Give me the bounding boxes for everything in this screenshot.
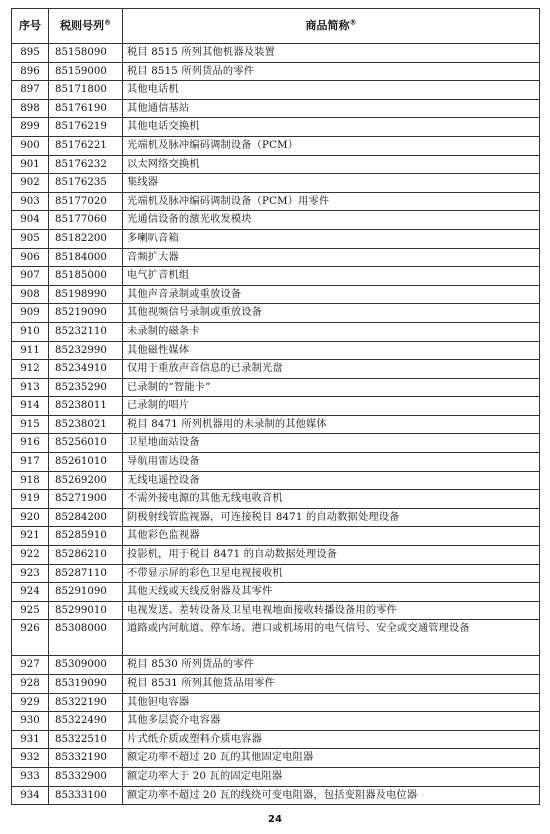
row-name: 多喇叭音箱: [123, 229, 540, 248]
row-seq: 906: [12, 248, 49, 267]
row-name: 其他天线或天线反射器及其零件: [123, 583, 540, 602]
table-row: [12, 453, 540, 472]
row-code: 85261010: [49, 453, 123, 472]
row-name: 额定功率不超过 20 瓦的其他固定电阻器: [123, 749, 540, 768]
table-row: [12, 546, 540, 565]
row-seq: 922: [12, 546, 49, 565]
col-header-code: 税则号列®: [49, 9, 123, 44]
row-name: 投影机，用于税目 8471 的自动数据处理设备: [123, 546, 540, 565]
row-name: 光端机及脉冲编码调制设备（PCM）用零件: [123, 192, 540, 211]
row-seq: 925: [12, 601, 49, 620]
row-code: 85176221: [49, 136, 123, 155]
row-code: 85332900: [49, 767, 123, 786]
row-seq: 895: [12, 44, 49, 63]
row-name: 其他声音录制或重放设备: [123, 285, 540, 304]
row-name: 其他多层瓷介电容器: [123, 712, 540, 731]
row-seq: 908: [12, 285, 49, 304]
row-name: 其他电话机: [123, 81, 540, 100]
table-row: [12, 81, 540, 100]
row-name: 音频扩大器: [123, 248, 540, 267]
row-name: 其他电话交换机: [123, 118, 540, 137]
row-seq: 911: [12, 341, 49, 360]
row-name: 电气扩音机组: [123, 267, 540, 286]
row-seq: 928: [12, 675, 49, 694]
table-row: [12, 693, 540, 712]
row-code: 85284200: [49, 508, 123, 527]
row-seq: 920: [12, 508, 49, 527]
table-row: [12, 229, 540, 248]
table-row: [12, 248, 540, 267]
col-header-seq: 序号: [12, 9, 49, 44]
row-code: 85184000: [49, 248, 123, 267]
row-code: 85285910: [49, 527, 123, 546]
table-row: [12, 415, 540, 434]
row-seq: 921: [12, 527, 49, 546]
row-seq: 913: [12, 378, 49, 397]
page-number: 24: [268, 814, 282, 825]
table-row: [12, 749, 540, 768]
row-code: 85256010: [49, 434, 123, 453]
table-row: [12, 490, 540, 509]
table-row: [12, 508, 540, 527]
row-code: 85171800: [49, 81, 123, 100]
row-seq: 930: [12, 712, 49, 731]
row-seq: 903: [12, 192, 49, 211]
footnote-mark: ®: [104, 18, 111, 27]
row-seq: 924: [12, 583, 49, 602]
row-name: 其他通信基站: [123, 99, 540, 118]
row-seq: 933: [12, 767, 49, 786]
row-code: 85322510: [49, 730, 123, 749]
table-row: [12, 285, 540, 304]
row-code: 85176190: [49, 99, 123, 118]
table-row: [12, 620, 540, 656]
row-code: 85238011: [49, 397, 123, 416]
table-row: [12, 44, 540, 63]
row-name: 片式纸介质或塑料介质电容器: [123, 730, 540, 749]
row-name: 已录制的“智能卡”: [123, 378, 540, 397]
table-row: [12, 786, 540, 805]
row-name: 电视发送、差转设备及卫星电视地面接收转播设备用的零件: [123, 601, 540, 620]
row-name: 不带显示屏的彩色卫星电视接收机: [123, 564, 540, 583]
row-code: 85271900: [49, 490, 123, 509]
table-row: [12, 99, 540, 118]
row-code: 85219090: [49, 304, 123, 323]
row-name: 税目 8471 所列机器用的未录制的其他媒体: [123, 415, 540, 434]
table-row: [12, 62, 540, 81]
row-code: 85176219: [49, 118, 123, 137]
row-name: 税目 8531 所列其他货品用零件: [123, 675, 540, 694]
row-code: 85182200: [49, 229, 123, 248]
row-name: 光端机及脉冲编码调制设备（PCM）: [123, 136, 540, 155]
row-code: 85322190: [49, 693, 123, 712]
col-header-name: 商品简称®: [123, 9, 540, 44]
row-seq: 896: [12, 62, 49, 81]
table-row: [12, 583, 540, 602]
row-code: 85299010: [49, 601, 123, 620]
table-row: [12, 378, 540, 397]
table-row: [12, 267, 540, 286]
table-row: [12, 360, 540, 379]
row-name: 仅用于重放声音信息的已录制光盘: [123, 360, 540, 379]
table-row: [12, 601, 540, 620]
row-name: 集线器: [123, 174, 540, 193]
row-code: 85177060: [49, 211, 123, 230]
row-seq: 917: [12, 453, 49, 472]
row-seq: 919: [12, 490, 49, 509]
row-name: 其他磁性媒体: [123, 341, 540, 360]
table-row: [12, 527, 540, 546]
row-name: 未录制的磁条卡: [123, 322, 540, 341]
table-row: [12, 174, 540, 193]
row-name: 其他钽电容器: [123, 693, 540, 712]
row-name: 税目 8515 所列货品的零件: [123, 62, 540, 81]
table-row: [12, 192, 540, 211]
row-name: 其他彩色监视器: [123, 527, 540, 546]
row-code: 85287110: [49, 564, 123, 583]
row-code: 85286210: [49, 546, 123, 565]
row-seq: 915: [12, 415, 49, 434]
row-seq: 912: [12, 360, 49, 379]
row-code: 85159000: [49, 62, 123, 81]
row-name: 额定功率不超过 20 瓦的线绕可变电阻器，包括变阻器及电位器: [123, 786, 540, 805]
row-seq: 926: [12, 620, 49, 656]
row-code: 85332190: [49, 749, 123, 768]
row-code: 85291090: [49, 583, 123, 602]
row-name: 卫星地面站设备: [123, 434, 540, 453]
row-name: 阴极射线管监视器，可连接税目 8471 的自动数据处理设备: [123, 508, 540, 527]
row-code: 85234910: [49, 360, 123, 379]
table-row: [12, 712, 540, 731]
table-row: [12, 656, 540, 675]
table-row: [12, 434, 540, 453]
row-seq: 910: [12, 322, 49, 341]
row-name: 导航用雷达设备: [123, 453, 540, 472]
table-row: [12, 304, 540, 323]
table-row: [12, 118, 540, 137]
table-header-row: [12, 9, 540, 44]
table-row: [12, 730, 540, 749]
footnote-mark: ®: [349, 18, 357, 27]
table-row: [12, 397, 540, 416]
row-seq: 907: [12, 267, 49, 286]
row-seq: 899: [12, 118, 49, 137]
table-row: [12, 564, 540, 583]
table-row: [12, 322, 540, 341]
row-code: 85176232: [49, 155, 123, 174]
table-row: [12, 341, 540, 360]
row-seq: 900: [12, 136, 49, 155]
row-code: 85308000: [49, 620, 123, 656]
row-seq: 934: [12, 786, 49, 805]
row-name: 已录制的唱片: [123, 397, 540, 416]
row-code: 85176235: [49, 174, 123, 193]
row-seq: 929: [12, 693, 49, 712]
row-code: 85309000: [49, 656, 123, 675]
row-seq: 904: [12, 211, 49, 230]
row-seq: 931: [12, 730, 49, 749]
table-row: [12, 471, 540, 490]
row-seq: 916: [12, 434, 49, 453]
row-code: 85158090: [49, 44, 123, 63]
row-name: 以太网络交换机: [123, 155, 540, 174]
row-name: 不需外接电源的其他无线电收音机: [123, 490, 540, 509]
row-seq: 897: [12, 81, 49, 100]
row-code: 85322490: [49, 712, 123, 731]
row-seq: 909: [12, 304, 49, 323]
row-seq: 918: [12, 471, 49, 490]
row-seq: 923: [12, 564, 49, 583]
row-seq: 927: [12, 656, 49, 675]
table-row: [12, 136, 540, 155]
row-name: 光通信设备的激光收发模块: [123, 211, 540, 230]
table-row: [12, 767, 540, 786]
row-code: 85269200: [49, 471, 123, 490]
table-row: [12, 155, 540, 174]
table-row: [12, 211, 540, 230]
row-name: 道路或内河航道、停车场、港口或机场用的电气信号、安全或交通管理设备: [123, 620, 540, 656]
row-code: 85238021: [49, 415, 123, 434]
row-seq: 901: [12, 155, 49, 174]
row-seq: 898: [12, 99, 49, 118]
row-code: 85319090: [49, 675, 123, 694]
row-name: 其他视频信号录制或重放设备: [123, 304, 540, 323]
row-seq: 902: [12, 174, 49, 193]
row-code: 85232990: [49, 341, 123, 360]
row-code: 85333100: [49, 786, 123, 805]
row-code: 85185000: [49, 267, 123, 286]
row-code: 85177020: [49, 192, 123, 211]
row-code: 85232110: [49, 322, 123, 341]
row-seq: 932: [12, 749, 49, 768]
row-code: 85235290: [49, 378, 123, 397]
row-name: 税目 8515 所列其他机器及装置: [123, 44, 540, 63]
row-seq: 905: [12, 229, 49, 248]
row-name: 额定功率大于 20 瓦的固定电阻器: [123, 767, 540, 786]
row-name: 税目 8530 所列货品的零件: [123, 656, 540, 675]
tariff-table: [11, 8, 540, 805]
table-row: [12, 675, 540, 694]
row-code: 85198990: [49, 285, 123, 304]
row-name: 无线电遥控设备: [123, 471, 540, 490]
row-seq: 914: [12, 397, 49, 416]
